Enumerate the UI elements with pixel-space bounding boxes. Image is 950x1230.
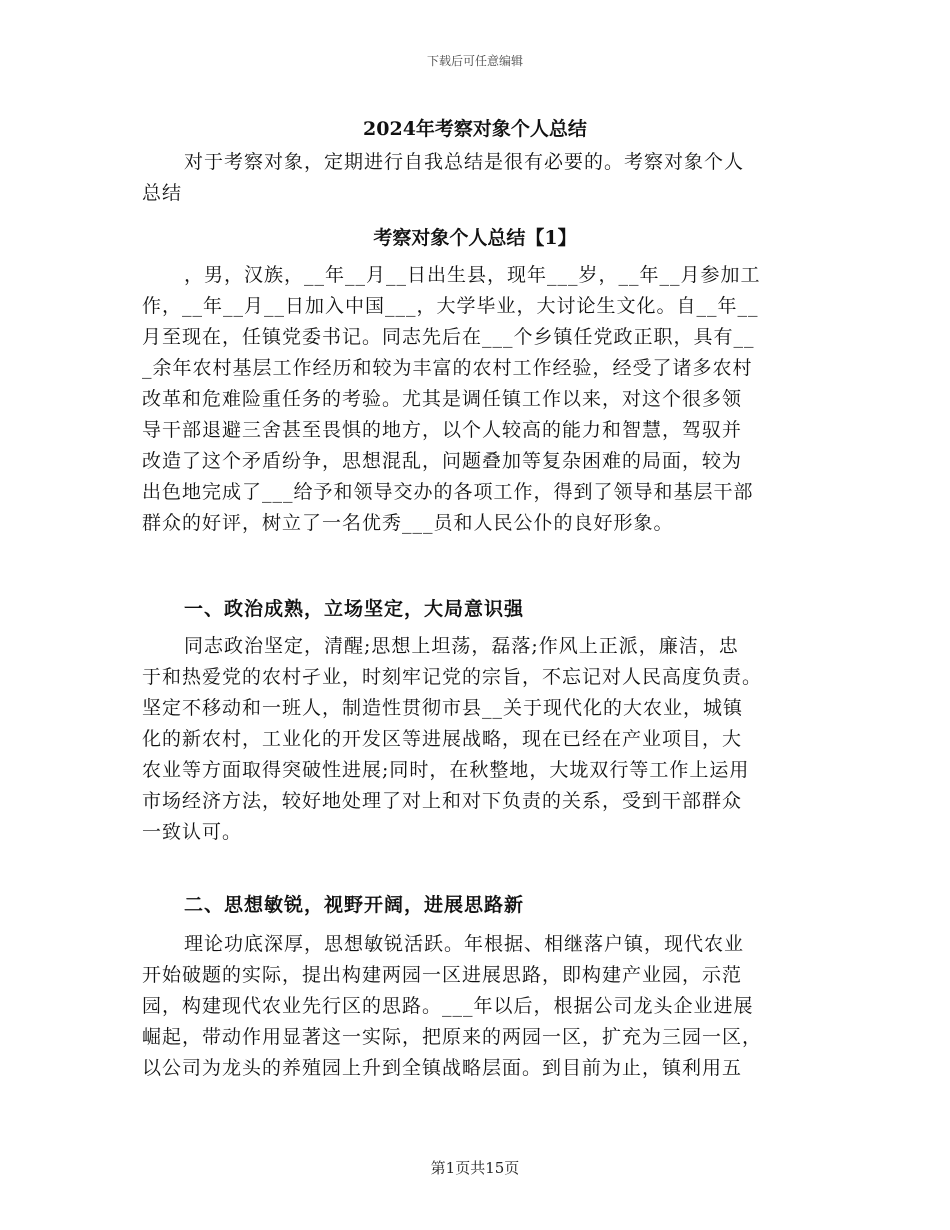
paragraph-line: 月至现在，任镇党委书记。同志先后在___个乡镇任党政正职，具有__ — [142, 326, 755, 348]
paragraph-line: ，男，汉族，__年__月__日出生县，现年___岁，__年__月参加工 — [184, 264, 761, 286]
paragraph-line: 理论功底深厚，思想敏锐活跃。年根据、相继落户镇，现代农业 — [184, 933, 745, 955]
paragraph-line: 以公司为龙头的养殖园上升到全镇战略层面。到目前为止，镇利用五 — [142, 1057, 743, 1079]
paragraph-1 — [142, 260, 808, 539]
section-heading-1: 一、政治成熟，立场坚定，大局意识强 — [184, 598, 525, 620]
paragraph-line: 于和热爱党的农村孑业，时刻牢记党的宗旨，不忘记对人民高度负责。 — [142, 666, 763, 688]
paragraph-line: 坚定不移动和一班人，制造性贯彻市县__关于现代化的大农业，城镇 — [142, 697, 744, 719]
paragraph-line: 导干部退避三舍甚至畏惧的地方，以个人较高的能力和智慧，驾驭并 — [142, 419, 743, 441]
paragraph-line: 改造了这个矛盾纷争，思想混乱，问题叠加等复杂困难的局面，较为 — [142, 450, 743, 472]
paragraph-line: 改革和危难险重任务的考验。尤其是调任镇工作以来，对这个很多领 — [142, 388, 743, 410]
paragraph-line: 一致认可。 — [142, 821, 243, 843]
paragraph-line: 园，构建现代农业先行区的思路。___年以后，根据公司龙头企业进展 — [142, 995, 754, 1017]
section-title: 考察对象个人总结【1】 — [373, 227, 577, 249]
paragraph-line: 群众的好评，树立了一名优秀___员和人民公仆的良好形象。 — [142, 512, 674, 534]
document-title: 2024年考察对象个人总结 — [363, 118, 587, 140]
paragraph-line: 开始破题的实际，提出构建两园一区进展思路，即构建产业园，示范 — [142, 964, 743, 986]
intro-line: 对于考察对象，定期进行自我总结是很有必要的。考察对象个人 — [184, 151, 745, 173]
heading-1-block — [142, 594, 808, 625]
paragraph-line: 市场经济方法，较好地处理了对上和对下负责的关系，受到干部群众 — [142, 790, 743, 812]
paragraph-line: 出色地完成了___给予和领导交办的各项工作，得到了领导和基层干部 — [142, 481, 754, 503]
paragraph-line: 同志政治坚定，清醒;思想上坦荡，磊落;作风上正派，廉洁，忠 — [184, 635, 739, 657]
paragraph-line: 作，__年__月__日加入中国___，大学毕业，大讨论生文化。自__年__ — [142, 295, 759, 317]
section-heading-2: 二、思想敏锐，视野开阔，进展思路新 — [184, 894, 525, 916]
paragraph-line: 化的新农村，工业化的开发区等进展战略，现在已经在产业项目，大 — [142, 728, 743, 750]
header-note: 下载后可任意编辑 — [426, 54, 523, 68]
paragraph-line: _余年农村基层工作经历和较为丰富的农村工作经验，经受了诸多农村 — [142, 357, 753, 379]
heading-2-block — [142, 890, 808, 921]
intro-line: 总结 — [142, 182, 183, 204]
paragraph-line: 崛起，带动作用显著这一实际，把原来的两园一区，扩充为三园一区， — [142, 1026, 763, 1048]
paragraph-2 — [142, 631, 808, 848]
paragraph-line: 农业等方面取得突破性进展;同时，在秋整地，大垅双行等工作上运用 — [142, 759, 750, 781]
page-number: 第1页共15页 — [430, 1159, 520, 1177]
intro-paragraph — [142, 147, 808, 209]
paragraph-3 — [142, 929, 808, 1084]
